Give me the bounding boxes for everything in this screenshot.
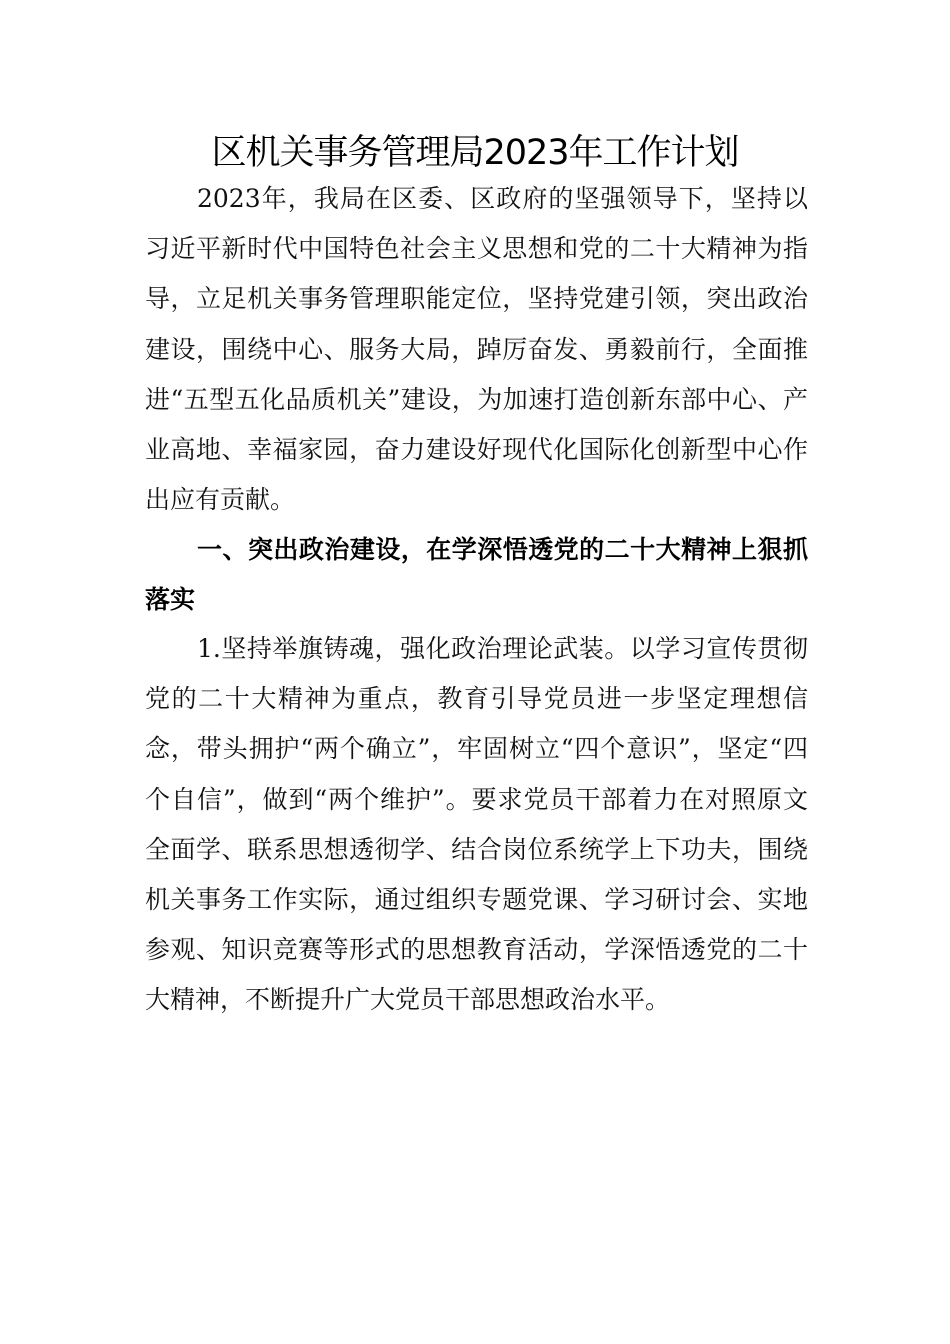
item-1-paragraph: 1.坚持举旗铸魂，强化政治理论武装。以学习宣传贯彻党的二十大精神为重点，教育引导党员进一步坚定理想信念，带头拥护“两个确立”，牢固树立“四个意识”，坚定“四个自信”，做到“两个维护”。要求党员干部着力在对照原文全面学、联系思想透彻学、结合岗位系统学上下功夫，围绕机关事务工作实际，通过组织专题党课、学习研讨会、实地参观、知识竞赛等形式的思想教育活动，学深悟透党的二十大精神，不断提升广大党员干部思想政治水平。 [145, 634, 808, 1015]
document-title: 区机关事务管理局2023年工作计划 [211, 133, 739, 173]
intro-paragraph: 2023年，我局在区委、区政府的坚强领导下，坚持以习近平新时代中国特色社会主义思想和党的二十大精神为指导，立足机关事务管理职能定位，坚持党建引领，突出政治建设，围绕中心、服务大局，踔厉奋发、勇毅前行，全面推进“五型五化品质机关”建设，为加速打造创新东部中心、产业高地、幸福家园，奋力建设好现代化国际化创新型中心作出应有贡献。 [145, 184, 808, 515]
section-heading-1: 一、突出政治建设，在学深悟透党的二十大精神上狠抓落实 [145, 535, 808, 615]
